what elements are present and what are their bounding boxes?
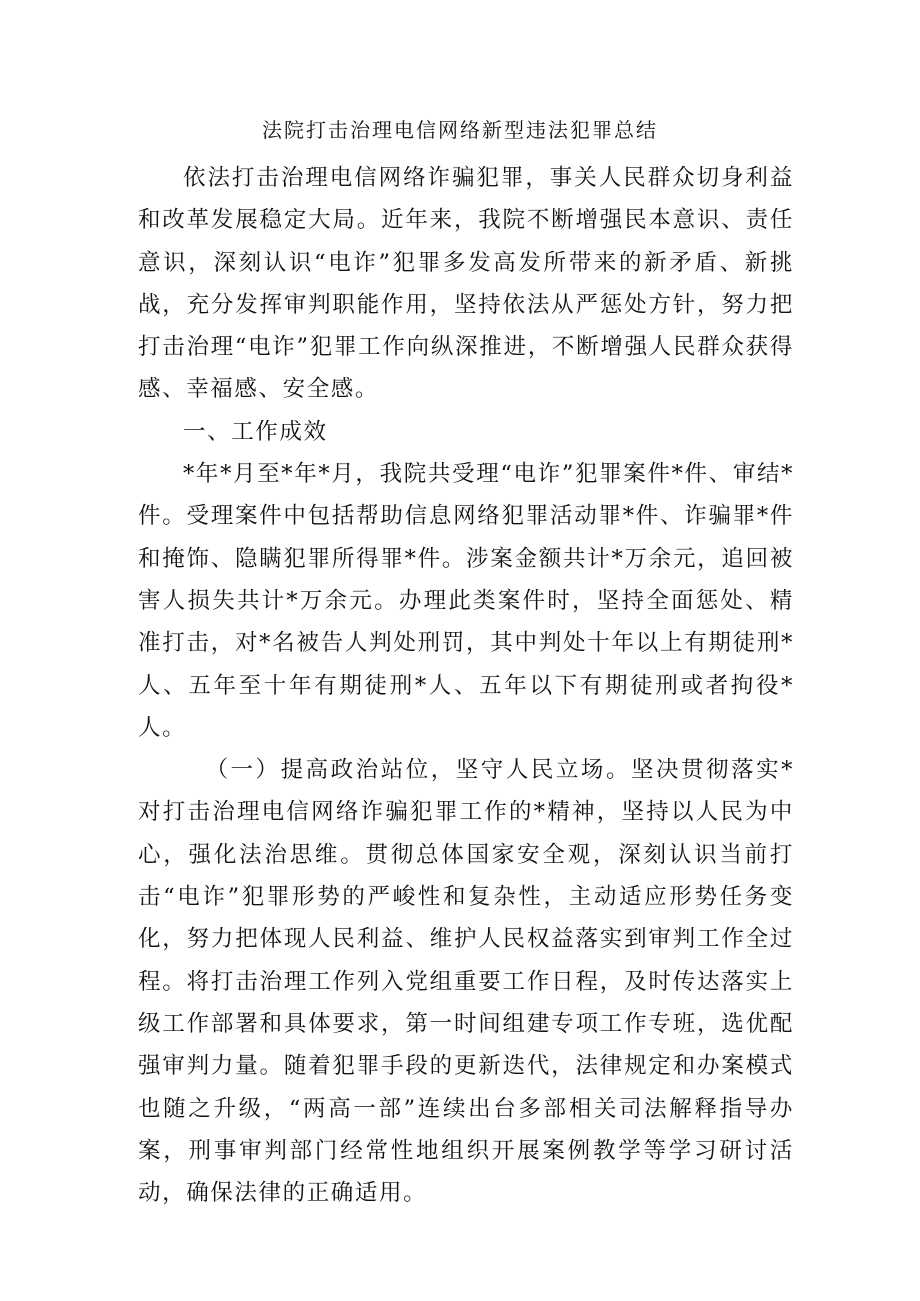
subsection-paragraph-political-stance: （一）提高政治站位，坚守人民立场。坚决贯彻落实*对打击治理电信网络诈骗犯罪工作的*精神，坚持以人民为中心，强化法治思维。贯彻总体国家安全观，深刻认识当前打击“电诈”犯罪形势的严峻性和复杂性，主动适应形势任务变化，努力把体现人民利益、维护人民权益落实到审判工作全过程。将打击治理工作列入党组重要工作日程，及时传达落实上级工作部署和具体要求，第一时间组建专项工作专班，选优配强审判力量。随着犯罪手段的更新迭代，法律规定和办案模式也随之升级，“两高一部”连续出台多部相关司法解释指导办案，刑事审判部门经常性地组织开展案例教学等学习研讨活动，确保法律的正确适用。	[138, 757, 794, 1207]
results-paragraph: *年*月至*年*月，我院共受理“电诈”犯罪案件*件、审结*件。受理案件中包括帮助信息网络犯罪活动罪*件、诈骗罪*件和掩饰、隐瞒犯罪所得罪*件。涉案金额共计*万余元，追回被害人损失共计*万余元。办理此类案件时，坚持全面惩处、精准打击，对*名被告人判处刑罚，其中判处十年以上有期徒刑*人、五年至十年有期徒刑*人、五年以下有期徒刑或者拘役*人。	[138, 461, 794, 741]
document-body	[138, 157, 794, 1214]
document-title: 法院打击治理电信网络新型违法犯罪总结	[262, 118, 658, 142]
section-heading-work-results: 一、工作成效	[183, 418, 328, 445]
intro-paragraph: 依法打击治理电信网络诈骗犯罪，事关人民群众切身利益和改革发展稳定大局。近年来，我院不断增强民本意识、责任意识，深刻认识“电诈”犯罪多发高发所带来的新矛盾、新挑战，充分发挥审判职能作用，坚持依法从严惩处方针，努力把打击治理“电诈”犯罪工作向纵深推进，不断增强人民群众获得感、幸福感、安全感。	[138, 165, 794, 403]
